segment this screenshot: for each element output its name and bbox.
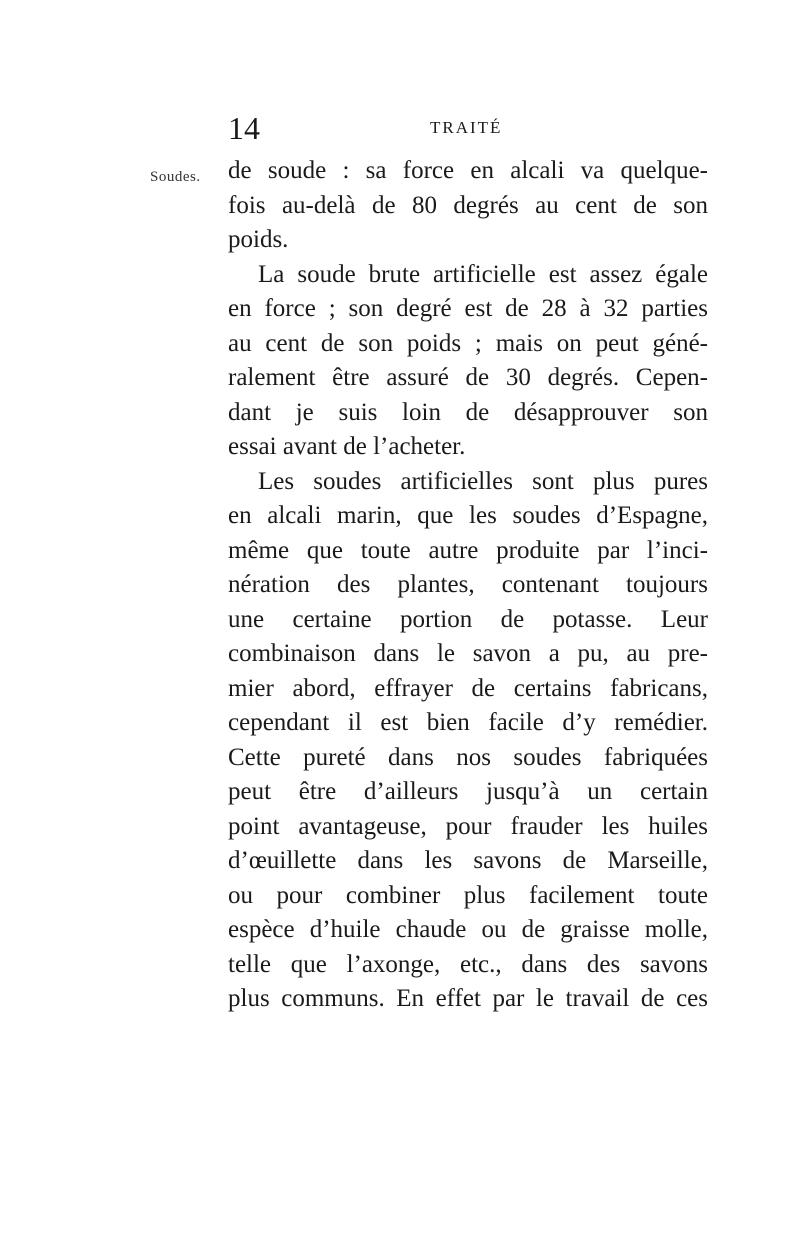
text-line: fois au-delà de 80 degrés au cent de son	[228, 191, 708, 219]
text-line: dant je suis loin de désapprouver son	[228, 398, 708, 426]
text-line: en force ; son degré est de 28 à 32 parties	[228, 295, 708, 322]
text-line: d’œuillette dans les savons de Marseille,	[228, 847, 708, 874]
text-line: telle que l’axonge, etc., dans des savons	[228, 950, 708, 978]
running-head	[228, 108, 708, 148]
margin-note: Soudes.	[150, 169, 201, 185]
text-line: point avantageuse, pour frauder les huiles	[228, 812, 708, 840]
text-line: au cent de son poids ; mais on peut géné-	[228, 329, 708, 357]
text-line: mier abord, effrayer de certains fabricans,	[228, 674, 708, 702]
text-line: espèce d’huile chaude ou de graisse molle,	[228, 916, 708, 943]
text-line: essai avant de l’acheter.	[228, 433, 466, 460]
text-line: de soude : sa force en alcali va quelque-	[228, 157, 708, 184]
page-number: 14	[228, 110, 260, 146]
text-line: Cette pureté dans nos soudes fabriquées	[228, 743, 708, 771]
text-line: plus communs. En effet par le travail de ces	[228, 985, 708, 1012]
text-line: peut être d’ailleurs jusqu’à un certain	[228, 778, 708, 805]
running-title: TRAITÉ	[430, 118, 503, 137]
text-line: même que toute autre produite par l’inci-	[228, 536, 708, 564]
text-line: cependant il est bien facile d’y remédier.	[228, 709, 708, 736]
body-text	[228, 154, 708, 1017]
text-line: ralement être assuré de 30 degrés. Cepen-	[228, 364, 708, 391]
text-line: poids.	[228, 226, 289, 253]
text-line: en alcali marin, que les soudes d’Espagne,	[228, 502, 708, 529]
text-line: ou pour combiner plus facilement toute	[228, 881, 708, 909]
text-line: une certaine portion de potasse. Leur	[228, 605, 708, 633]
text-line: combinaison dans le savon a pu, au pre-	[228, 640, 708, 667]
text-line: Les soudes artificielles sont plus pures	[258, 467, 708, 495]
text-line: nération des plantes, contenant toujours	[228, 571, 708, 598]
text-line: La soude brute artificielle est assez égale	[258, 260, 708, 288]
